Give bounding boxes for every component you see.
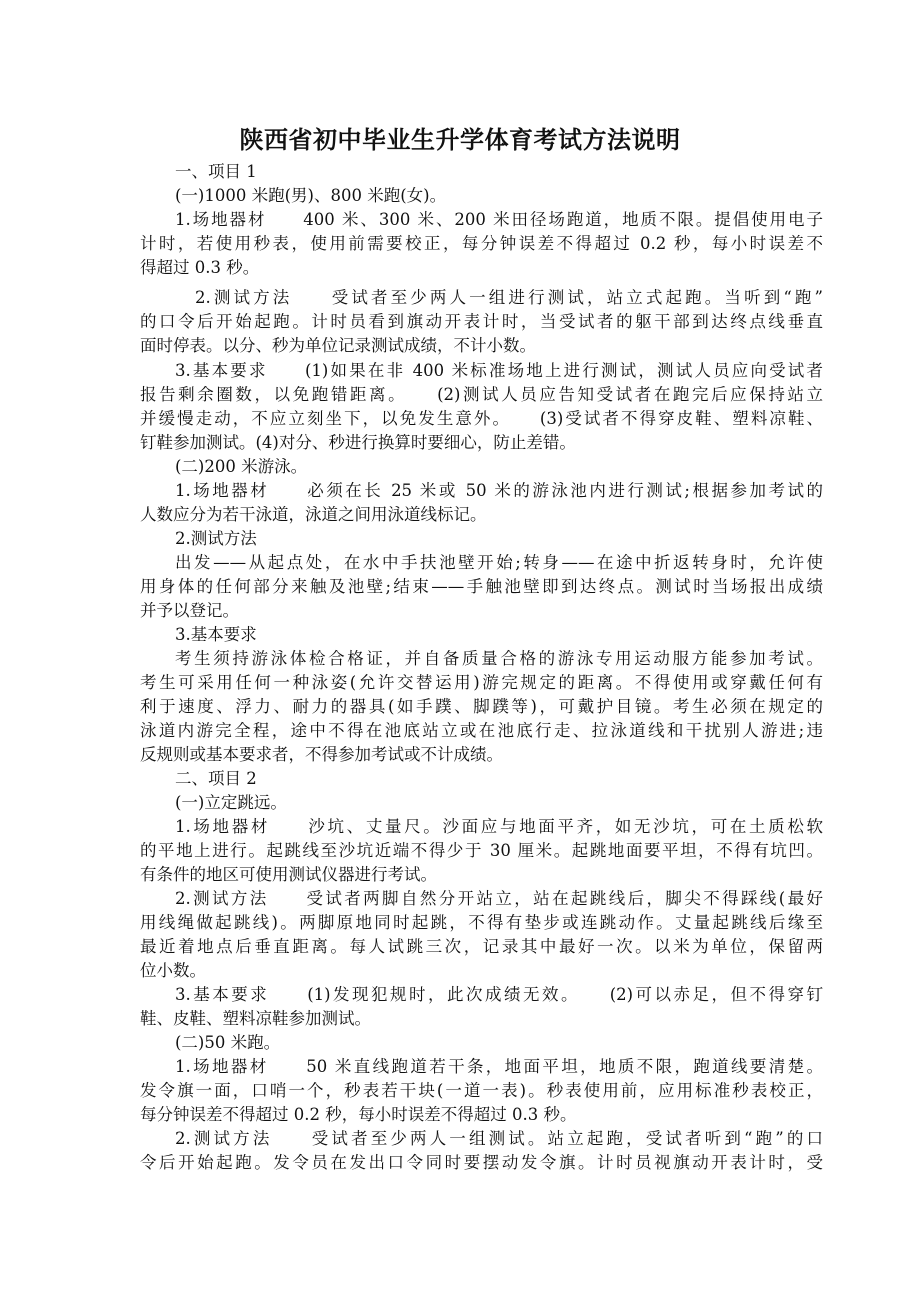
text-line: 得超过 0.3 秒。 [140, 258, 260, 277]
text-line: 考生须持游泳体检合格证，并自备质量合格的游泳专用运动服方能参加考试。 [175, 649, 823, 668]
text-line: 鞋、皮鞋、塑料凉鞋参加测试。 [140, 1009, 371, 1028]
text-line: 计时，若使用秒表，使用前需要校正，每分钟误差不得超过 0.2 秒，每小时误差不 [140, 234, 823, 253]
text-line: 3.基本要求 (1)发现犯规时，此次成绩无效。 (2)可以赤足，但不得穿钉 [175, 985, 823, 1004]
text-line: 发令旗一面，口哨一个，秒表若干块(一道一表)。秒表使用前，应用标准秒表校正， [140, 1081, 823, 1100]
text-line: 报告剩余圈数，以免跑错距离。 (2)测试人员应告知受试者在跑完后应保持站立 [140, 385, 823, 404]
text-line: 1.场地器材 400 米、300 米、200 米田径场跑道，地质不限。提倡使用电子 [175, 210, 823, 229]
text-line: 二、项目 2 [175, 769, 257, 788]
text-line: 泳道内游完全程，途中不得在池底站立或在池底行走、拉泳道线和干扰别人游进;违 [140, 721, 823, 740]
text-line: 2.测试方法 受试者两脚自然分开站立，站在起跳线后，脚尖不得踩线(最好 [175, 889, 823, 908]
text-line: 考生可采用任何一种泳姿(允许交替运用)游完规定的距离。不得使用或穿戴任何有 [140, 673, 823, 692]
text-line: 出发——从起点处，在水中手扶池壁开始;转身——在途中折返转身时，允许使 [175, 553, 823, 572]
text-line: 反规则或基本要求者，不得参加考试或不计成绩。 [140, 745, 503, 764]
text-line: 一、项目 1 [175, 162, 257, 181]
text-line: 令后开始起跑。发令员在发出口令同时要摆动发令旗。计时员视旗动开表计时，受 [140, 1153, 823, 1172]
text-line: 2.测试方法 受试者至少两人一组测试。站立起跑，受试者听到“跑”的口 [175, 1129, 823, 1148]
document-title: 陕西省初中毕业生升学体育考试方法说明 [239, 126, 681, 154]
text-line: 用身体的任何部分来触及池壁;结束——手触池壁即到达终点。测试时当场报出成绩 [140, 577, 823, 596]
text-line: 用线绳做起跳线)。两脚原地同时起跳，不得有垫步或连跳动作。丈量起跳线后缘至 [140, 913, 823, 932]
text-line: 面时停表。以分、秒为单位记录测试成绩，不计小数。 [140, 336, 536, 355]
text-line: 并予以登记。 [140, 601, 239, 620]
text-line: 3.基本要求 [175, 625, 257, 644]
text-line: 人数应分为若干泳道，泳道之间用泳道线标记。 [140, 505, 487, 524]
text-line: 每分钟误差不得超过 0.2 秒，每小时误差不得超过 0.3 秒。 [140, 1105, 577, 1124]
text-line: 并缓慢走动，不应立刻坐下，以免发生意外。 (3)受试者不得穿皮鞋、塑料凉鞋、 [140, 409, 823, 428]
text-line: 有条件的地区可使用测试仪器进行考试。 [140, 865, 437, 884]
text-line: 的平地上进行。起跳线至沙坑近端不得少于 30 厘米。起跳地面要平坦，不得有坑凹。 [140, 841, 823, 860]
text-line: 2.测试方法 受试者至少两人一组进行测试，站立式起跑。当听到“跑” [195, 288, 823, 307]
text-line: 3.基本要求 (1)如果在非 400 米标准场地上进行测试，测试人员应向受试者 [175, 361, 823, 380]
text-line: (二)50 米跑。 [175, 1033, 281, 1052]
text-line: 1.场地器材 沙坑、丈量尺。沙面应与地面平齐，如无沙坑，可在土质松软 [175, 817, 823, 836]
text-line: (一)立定跳远。 [175, 793, 287, 812]
text-line: (二)200 米游泳。 [175, 457, 308, 476]
text-line: 1.场地器材 必须在长 25 米或 50 米的游泳池内进行测试;根据参加考试的 [175, 481, 823, 500]
text-line: (一)1000 米跑(男)、800 米跑(女)。 [175, 186, 447, 205]
text-line: 最近着地点后垂直距离。每人试跳三次，记录其中最好一次。以米为单位，保留两 [140, 937, 823, 956]
text-line: 1.场地器材 50 米直线跑道若干条，地面平坦，地质不限，跑道线要清楚。 [175, 1057, 823, 1076]
text-line: 利于速度、浮力、耐力的器具(如手蹼、脚蹼等)，可戴护目镜。考生必须在规定的 [140, 697, 823, 716]
text-line: 钉鞋参加测试。(4)对分、秒进行换算时要细心，防止差错。 [140, 433, 576, 452]
text-line: 2.测试方法 [175, 529, 257, 548]
text-line: 位小数。 [140, 961, 206, 980]
text-line: 的口令后开始起跑。计时员看到旗动开表计时，当受试者的躯干部到达终点线垂直 [140, 312, 823, 331]
